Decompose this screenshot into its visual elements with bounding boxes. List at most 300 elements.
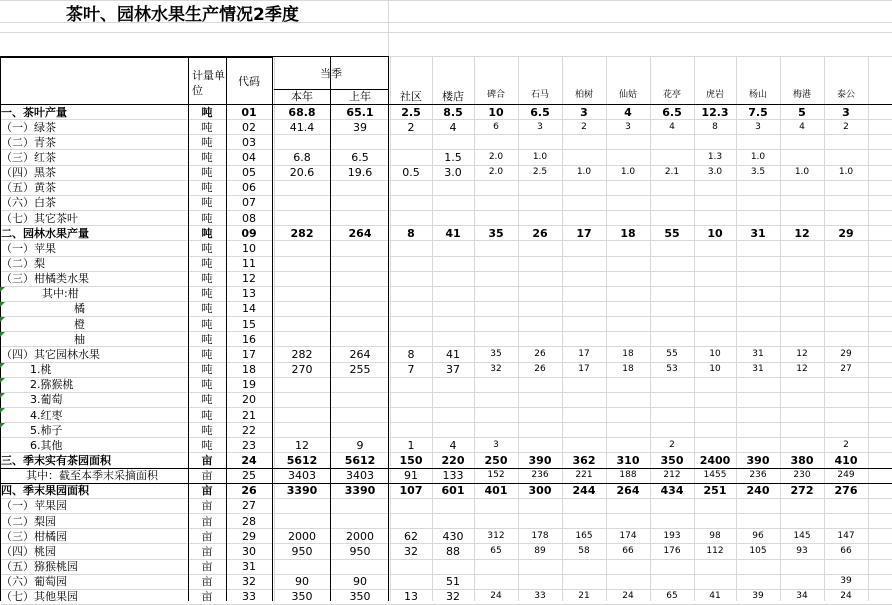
row-code: 05: [242, 166, 256, 180]
gridline: [0, 195, 892, 196]
gridline: [0, 271, 892, 272]
row-unit: 吨: [201, 393, 213, 407]
this-year-value: 350: [291, 590, 313, 604]
gridline: [606, 56, 607, 601]
town-value: 147: [837, 530, 855, 541]
last-year-value: 9: [356, 438, 364, 452]
town-value: 53: [666, 364, 678, 375]
this-year-value: 3390: [286, 484, 318, 498]
town-value: 10: [709, 348, 721, 359]
gridline: [0, 407, 892, 408]
town-value: 240: [746, 484, 770, 498]
town-value: 310: [616, 453, 640, 467]
town-value: 390: [746, 453, 770, 467]
last-year-value: 264: [348, 226, 372, 240]
town-value: 312: [487, 530, 505, 541]
current-quarter-header: 当季: [320, 67, 342, 80]
town-value: 6.5: [662, 105, 682, 119]
town-value: 8: [712, 121, 718, 132]
row-unit: 吨: [201, 105, 213, 119]
row-label: 5.柿子: [30, 423, 63, 437]
town-value: 3.5: [750, 167, 766, 178]
last-year-value: 2000: [346, 529, 374, 543]
row-code: 31: [242, 560, 256, 573]
row-label: （五）黄茶: [1, 181, 56, 195]
row-label: （一）绿茶: [1, 120, 56, 134]
town-value: 91: [404, 469, 418, 483]
town-value: 65: [490, 545, 502, 556]
town-value: 4: [624, 105, 632, 119]
column-border: [330, 56, 331, 601]
row-unit: 吨: [201, 363, 213, 377]
town-header-5: 仙姑: [618, 90, 638, 100]
row-unit: 吨: [201, 287, 213, 301]
town-value: 8.5: [443, 105, 463, 119]
row-label: （四）桃园: [1, 544, 56, 558]
gridline: [0, 240, 892, 241]
row-code: 17: [242, 347, 256, 361]
town-value: 236: [531, 470, 549, 481]
last-year-value: 65.1: [346, 105, 374, 119]
town-value: 3.0: [444, 166, 462, 180]
town-value: 434: [660, 484, 684, 498]
town-value: 39: [752, 591, 764, 602]
town-header-9: 梅港: [792, 90, 812, 100]
row-unit: 吨: [201, 332, 213, 346]
row-code: 24: [241, 453, 257, 467]
town-value: 10: [709, 364, 721, 375]
town-value: 12: [796, 348, 808, 359]
row-unit: 吨: [201, 150, 213, 164]
town-value: 3: [625, 121, 631, 132]
town-value: 150: [399, 453, 423, 467]
last-year-value: 950: [349, 544, 371, 558]
code-header: 代码: [238, 75, 260, 88]
row-unit: 吨: [201, 438, 213, 452]
town-header-2: 碑合: [486, 90, 506, 100]
this-year-header: 本年: [291, 90, 313, 103]
town-value: 32: [490, 364, 502, 375]
gridline: [0, 256, 892, 257]
town-value: 93: [796, 545, 808, 556]
gridline: [694, 56, 695, 601]
town-value: 236: [749, 470, 767, 481]
town-value: 2.5: [532, 167, 548, 178]
gridline: [0, 377, 892, 378]
town-value: 1.0: [532, 151, 548, 162]
row-unit: 亩: [201, 529, 213, 543]
row-label: 一、茶叶产量: [1, 105, 67, 119]
town-value: 2.1: [664, 167, 680, 178]
town-value: 3: [755, 121, 761, 132]
town-value: 55: [666, 348, 678, 359]
row-code: 08: [242, 211, 256, 225]
row-code: 22: [242, 423, 256, 437]
this-year-value: 3403: [288, 469, 316, 483]
gridline: [0, 0, 892, 1]
last-year-value: 255: [349, 363, 371, 377]
town-value: 13: [404, 590, 418, 604]
gridline: [0, 498, 892, 499]
town-value: 66: [622, 545, 634, 556]
town-value: 193: [663, 530, 681, 541]
comment-marker: [0, 287, 5, 292]
gridline: [0, 437, 892, 438]
town-value: 41: [709, 591, 721, 602]
last-year-value: 264: [349, 347, 371, 361]
row-code: 32: [242, 575, 256, 589]
town-value: 264: [616, 484, 640, 498]
town-value: 165: [575, 530, 593, 541]
row-code: 14: [242, 302, 256, 316]
row-unit: 吨: [201, 317, 213, 331]
last-year-value: 6.5: [351, 150, 369, 164]
town-value: 6.5: [530, 105, 550, 119]
town-value: 249: [837, 470, 855, 481]
row-unit: 吨: [201, 181, 213, 195]
town-value: 2: [843, 439, 849, 450]
row-code: 04: [242, 150, 256, 164]
town-value: 8: [407, 347, 415, 361]
row-label: （六）白茶: [1, 196, 56, 210]
row-code: 16: [242, 332, 256, 346]
row-unit: 吨: [201, 408, 213, 422]
gridline: [0, 180, 892, 181]
row-unit: 吨: [201, 272, 213, 286]
row-unit: 亩: [201, 544, 213, 558]
town-value: 88: [446, 544, 460, 558]
town-value: 410: [834, 453, 858, 467]
gridline: [736, 56, 737, 601]
town-value: 2.5: [401, 105, 421, 119]
town-value: 31: [750, 226, 766, 240]
town-header-1: 楼店: [442, 90, 464, 103]
town-value: 188: [619, 470, 637, 481]
town-value: 27: [840, 364, 852, 375]
last-year-value: 3403: [346, 469, 374, 483]
row-code: 21: [242, 408, 256, 422]
row-code: 12: [242, 272, 256, 286]
row-label: 6.其他: [30, 438, 63, 452]
comment-marker: [0, 332, 5, 337]
town-value: 601: [441, 484, 465, 498]
town-value: 35: [490, 348, 502, 359]
row-code: 23: [242, 438, 256, 452]
this-year-value: 2000: [288, 529, 316, 543]
this-year-value: 950: [291, 544, 313, 558]
row-code: 30: [242, 544, 256, 558]
row-label: 橘: [74, 302, 85, 316]
this-year-value: 68.8: [288, 105, 316, 119]
town-value: 430: [442, 529, 464, 543]
row-label: （三）红茶: [1, 150, 56, 164]
gridline: [0, 119, 892, 120]
gridline: [0, 422, 892, 423]
town-value: 3: [493, 439, 499, 450]
town-value: 12: [796, 364, 808, 375]
row-code: 25: [242, 469, 256, 483]
this-year-value: 90: [295, 575, 309, 589]
town-value: 26: [534, 348, 546, 359]
row-code: 07: [242, 196, 256, 210]
last-year-value: 39: [353, 120, 367, 134]
town-value: 401: [484, 484, 508, 498]
row-label: （二）梨: [1, 257, 45, 270]
town-value: 2: [407, 120, 415, 134]
town-value: 55: [664, 226, 680, 240]
this-year-value: 12: [295, 438, 309, 452]
town-value: 272: [790, 484, 814, 498]
row-unit: 亩: [201, 469, 213, 483]
town-value: 34: [796, 591, 808, 602]
last-year-value: 90: [353, 575, 367, 589]
town-value: 24: [622, 591, 634, 602]
town-value: 212: [663, 470, 681, 481]
town-value: 1.0: [620, 167, 636, 178]
town-value: 174: [619, 530, 637, 541]
town-value: 18: [622, 364, 634, 375]
town-value: 10: [707, 226, 723, 240]
town-value: 1.0: [838, 167, 854, 178]
town-value: 250: [484, 453, 508, 467]
town-value: 24: [490, 591, 502, 602]
town-header-7: 虎岩: [705, 90, 725, 100]
row-code: 20: [242, 393, 256, 407]
town-value: 17: [578, 348, 590, 359]
town-value: 17: [576, 226, 592, 240]
town-value: 2: [843, 121, 849, 132]
gridline: [0, 134, 892, 135]
town-value: 32: [446, 590, 460, 604]
gridline: [432, 56, 433, 601]
town-value: 37: [446, 363, 460, 377]
row-unit: 吨: [201, 196, 213, 210]
town-value: 3.0: [707, 167, 723, 178]
page-title: 茶叶、园林水果生产情况2季度: [66, 5, 299, 25]
row-label: 1.桃: [30, 363, 52, 377]
unit-header: 计量单位: [192, 69, 225, 97]
town-value: 1.5: [444, 150, 462, 164]
town-value: 26: [532, 226, 548, 240]
row-code: 02: [242, 120, 256, 134]
row-code: 03: [242, 135, 256, 149]
town-value: 12.3: [701, 105, 729, 119]
row-label: 橙: [74, 317, 85, 331]
comment-marker: [0, 378, 5, 383]
town-header-8: 杨山: [748, 90, 768, 100]
town-value: 220: [441, 453, 465, 467]
column-border: [272, 56, 273, 601]
last-year-header: 上年: [349, 90, 371, 103]
this-year-value: 20.6: [289, 166, 315, 180]
row-label: （七）其它茶叶: [1, 211, 78, 225]
row-unit: 吨: [201, 211, 213, 225]
town-value: 105: [749, 545, 767, 556]
gridline: [0, 513, 892, 514]
town-value: 5: [798, 105, 806, 119]
town-value: 7.5: [748, 105, 768, 119]
town-value: 145: [793, 530, 811, 541]
row-code: 09: [241, 226, 257, 240]
row-label: 其中：截至本季末采摘面积: [26, 469, 158, 483]
town-value: 96: [752, 530, 764, 541]
town-value: 8: [407, 226, 415, 240]
gridline: [390, 56, 391, 601]
row-unit: 亩: [201, 590, 213, 604]
row-code: 28: [242, 514, 256, 528]
gridline: [824, 56, 825, 601]
this-year-value: 282: [291, 347, 313, 361]
row-label: （三）柑橘园: [1, 529, 67, 543]
row-code: 29: [242, 529, 256, 543]
gridline: [274, 56, 275, 601]
row-unit: 吨: [201, 257, 213, 270]
gridline: [650, 56, 651, 601]
row-unit: 吨: [201, 302, 213, 316]
town-value: 1.0: [750, 151, 766, 162]
town-header-4: 柏树: [574, 90, 594, 100]
last-year-value: 3390: [344, 484, 376, 498]
gridline: [0, 32, 892, 33]
row-code: 27: [242, 499, 256, 513]
row-code: 26: [241, 484, 257, 498]
row-label: （二）青茶: [1, 135, 56, 149]
comment-marker: [0, 317, 5, 322]
town-value: 362: [572, 453, 596, 467]
comment-marker: [0, 423, 5, 428]
town-value: 2400: [699, 453, 731, 467]
town-value: 58: [578, 545, 590, 556]
gridline: [474, 56, 475, 601]
column-border: [388, 56, 389, 601]
row-label: 2.猕猴桃: [30, 378, 74, 392]
town-value: 62: [404, 529, 418, 543]
row-unit: 吨: [201, 347, 213, 361]
town-value: 89: [534, 545, 546, 556]
town-value: 32: [404, 544, 418, 558]
this-year-value: 5612: [286, 453, 318, 467]
town-value: 2.0: [488, 167, 504, 178]
town-value: 98: [709, 530, 721, 541]
table-border: [0, 57, 272, 58]
row-unit: 吨: [201, 226, 213, 240]
town-value: 112: [706, 545, 724, 556]
row-unit: 亩: [201, 514, 213, 528]
town-value: 244: [572, 484, 596, 498]
town-value: 41: [445, 226, 461, 240]
row-label: （六）葡萄园: [1, 575, 67, 589]
town-value: 4: [449, 120, 457, 134]
row-code: 13: [242, 287, 256, 301]
row-label: （七）其他果园: [1, 590, 78, 604]
row-label: （一）苹果: [1, 241, 56, 255]
town-header-10: 泰公: [836, 90, 856, 100]
town-value: 3: [842, 105, 850, 119]
gridline: [0, 331, 892, 332]
gridline: [0, 316, 892, 317]
town-value: 1.0: [576, 167, 592, 178]
row-label: 3.葡萄: [30, 393, 63, 407]
row-label: （五）猕猴桃园: [1, 560, 78, 573]
row-code: 06: [242, 181, 256, 195]
row-code: 18: [242, 363, 256, 377]
row-code: 10: [242, 241, 256, 255]
row-code: 15: [242, 317, 256, 331]
last-year-value: 5612: [344, 453, 376, 467]
row-code: 19: [242, 378, 256, 392]
gridline: [0, 210, 892, 211]
town-value: 390: [528, 453, 552, 467]
row-unit: 吨: [201, 241, 213, 255]
row-label: （三）柑橘类水果: [1, 272, 89, 286]
row-label: （四）黑茶: [1, 166, 56, 180]
row-unit: 吨: [201, 135, 213, 149]
town-value: 350: [660, 453, 684, 467]
row-label: 三、季末实有茶园面积: [1, 453, 111, 467]
town-value: 0.5: [402, 166, 420, 180]
row-unit: 吨: [201, 166, 213, 180]
town-value: 152: [487, 470, 505, 481]
comment-marker: [0, 393, 5, 398]
gridline: [0, 559, 892, 560]
row-unit: 亩: [201, 575, 213, 589]
this-year-value: 6.8: [293, 150, 311, 164]
town-value: 26: [534, 364, 546, 375]
row-unit: 亩: [201, 484, 213, 498]
town-value: 29: [840, 348, 852, 359]
town-value: 31: [752, 364, 764, 375]
town-value: 7: [407, 363, 415, 377]
town-value: 39: [840, 576, 852, 587]
town-value: 18: [622, 348, 634, 359]
town-value: 1: [407, 438, 415, 452]
town-value: 18: [620, 226, 636, 240]
town-value: 10: [488, 105, 504, 119]
row-code: 01: [241, 105, 257, 119]
last-year-value: 350: [349, 590, 371, 604]
row-label: （四）其它园林水果: [1, 347, 100, 361]
town-value: 35: [488, 226, 504, 240]
row-label: （二）梨园: [1, 514, 56, 528]
town-value: 29: [838, 226, 854, 240]
this-year-value: 41.4: [289, 120, 315, 134]
town-value: 65: [666, 591, 678, 602]
town-value: 21: [578, 591, 590, 602]
town-value: 31: [752, 348, 764, 359]
town-value: 251: [703, 484, 727, 498]
this-year-value: 282: [290, 226, 314, 240]
gridline: [868, 56, 869, 601]
town-value: 51: [446, 575, 460, 589]
row-unit: 亩: [201, 453, 213, 467]
town-value: 3: [537, 121, 543, 132]
comment-marker: [0, 302, 5, 307]
town-value: 276: [834, 484, 858, 498]
row-unit: 亩: [201, 560, 213, 573]
gridline: [0, 286, 892, 287]
town-value: 2.0: [488, 151, 504, 162]
row-unit: 吨: [201, 378, 213, 392]
town-value: 6: [493, 121, 499, 132]
row-label: 其中:柑: [42, 287, 79, 301]
comment-marker: [0, 363, 5, 368]
town-value: 66: [840, 545, 852, 556]
gridline: [0, 301, 892, 302]
row-label: 4.红枣: [30, 408, 63, 422]
town-header-6: 花亭: [662, 90, 682, 100]
town-value: 1455: [703, 470, 727, 481]
town-value: 1.0: [794, 167, 810, 178]
